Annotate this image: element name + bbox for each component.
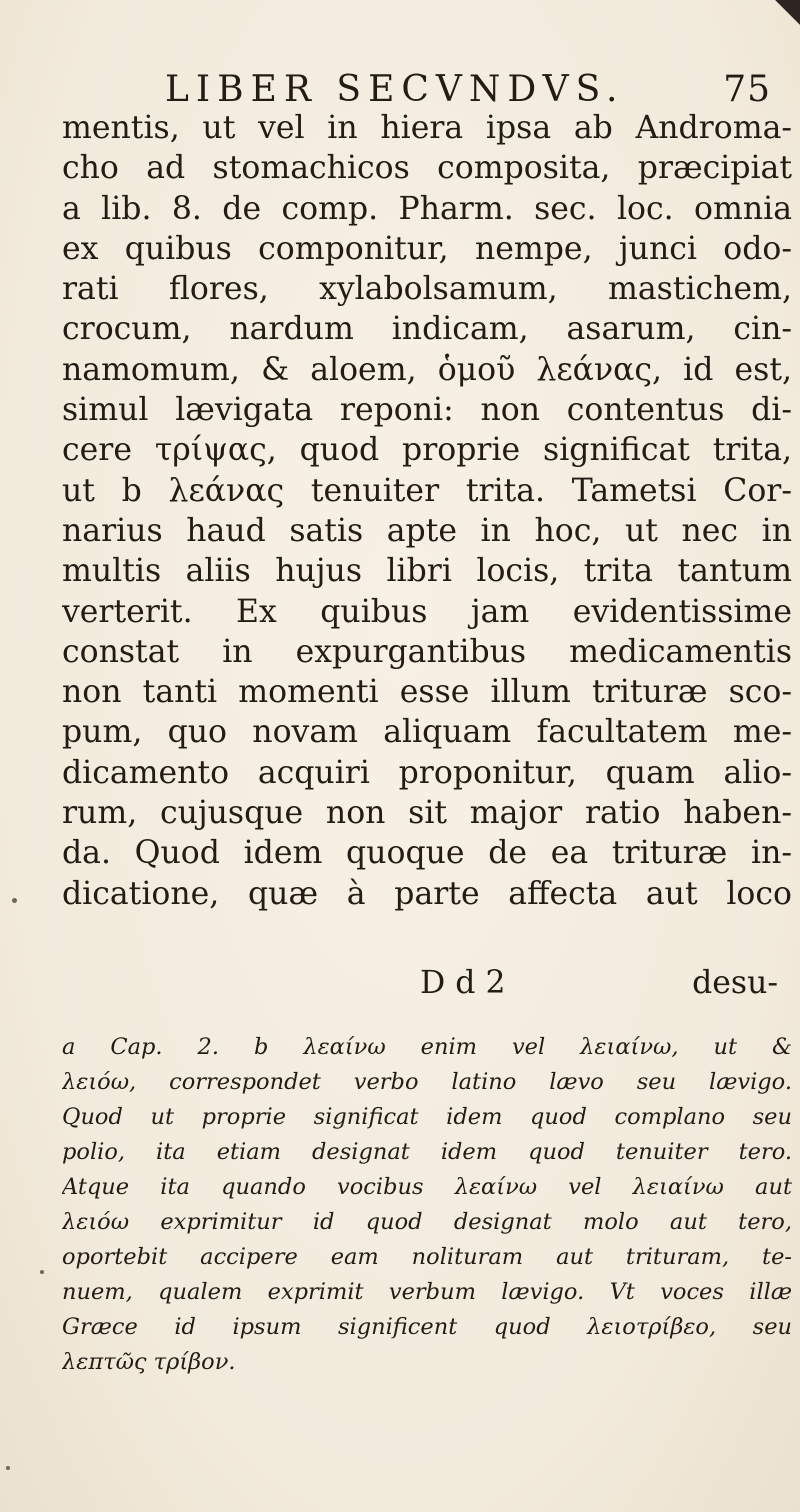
text-line: ut b λεάνας tenuiter trita. Tametsi Cor- — [62, 472, 792, 509]
ink-speck — [6, 1466, 10, 1470]
text-line: crocum, nardum indicam, asarum, cin- — [62, 311, 792, 348]
footnote-line: λειόω exprimitur id quod designat molo aut tero, — [62, 1209, 792, 1235]
text-line: a lib. 8. de comp. Pharm. sec. loc. omnia — [62, 190, 792, 227]
text-line: namomum, & aloem, ὁμοῦ λεάνας, id est, — [62, 351, 792, 388]
footnote-line: λειόω, correspondet verbo latino lævo seu lævigo. — [62, 1069, 792, 1095]
text-line: pum, quo novam aliquam facultatem me- — [62, 714, 792, 751]
text-line: verterit. Ex quibus jam evidentissime — [62, 593, 792, 630]
catchword: desu- — [692, 965, 778, 1001]
signature-line — [62, 962, 792, 1004]
signature-mark: D d 2 — [420, 965, 506, 1001]
text-line: ex quibus componitur, nempe, junci odo- — [62, 230, 792, 267]
page-number: 75 — [723, 69, 771, 110]
running-title: LIBER SECVNDVS. — [165, 69, 625, 110]
footnote-line: Græce id ipsum significent quod λειοτρίβεο, seu — [62, 1314, 792, 1340]
main-text — [62, 108, 792, 914]
footnote-line: polio, ita etiam designat idem quod tenuiter tero. — [62, 1139, 792, 1165]
page-header — [165, 68, 775, 112]
page-corner-shadow — [760, 0, 800, 30]
footnote-line: oportebit accipere eam nolituram aut trituram, te- — [62, 1244, 792, 1270]
text-line: rum, cujusque non sit major ratio haben- — [62, 795, 792, 832]
text-line: simul lævigata reponi: non contentus di- — [62, 392, 792, 429]
text-line: cere τρίψας, quod proprie significat trita, — [62, 432, 792, 469]
text-line: constat in expurgantibus medicamentis — [62, 633, 792, 670]
footnote-line: nuem, qualem exprimit verbum lævigo. Vt voces illæ — [62, 1279, 792, 1305]
text-line: narius haud satis apte in hoc, ut nec in — [62, 512, 792, 549]
text-line: da. Quod idem quoque de ea trituræ in- — [62, 835, 792, 872]
ink-speck — [40, 1270, 44, 1274]
footnote-line: a Cap. 2. b λεαίνω enim vel λειαίνω, ut & — [62, 1034, 792, 1060]
text-line: multis aliis hujus libri locis, trita tantum — [62, 553, 792, 590]
ink-speck — [12, 898, 17, 903]
footnote-line: λεπτῶς τρίβον. — [62, 1349, 236, 1375]
footnote-line: Atque ita quando vocibus λεαίνω vel λειαίνω aut — [62, 1174, 792, 1200]
footnote-line: Quod ut proprie significat idem quod complano seu — [62, 1104, 792, 1130]
text-line: cho ad stomachicos composita, præcipiat — [62, 150, 792, 187]
text-line: non tanti momenti esse illum trituræ sco- — [62, 674, 792, 711]
text-line: dicamento acquiri proponitur, quam alio- — [62, 754, 792, 791]
text-line: dicatione, quæ à parte affecta aut loco — [62, 875, 792, 912]
text-line: rati flores, xylabolsamum, mastichem, — [62, 271, 792, 308]
text-line: mentis, ut vel in hiera ipsa ab Androma- — [62, 110, 792, 146]
footnotes — [62, 1030, 792, 1380]
